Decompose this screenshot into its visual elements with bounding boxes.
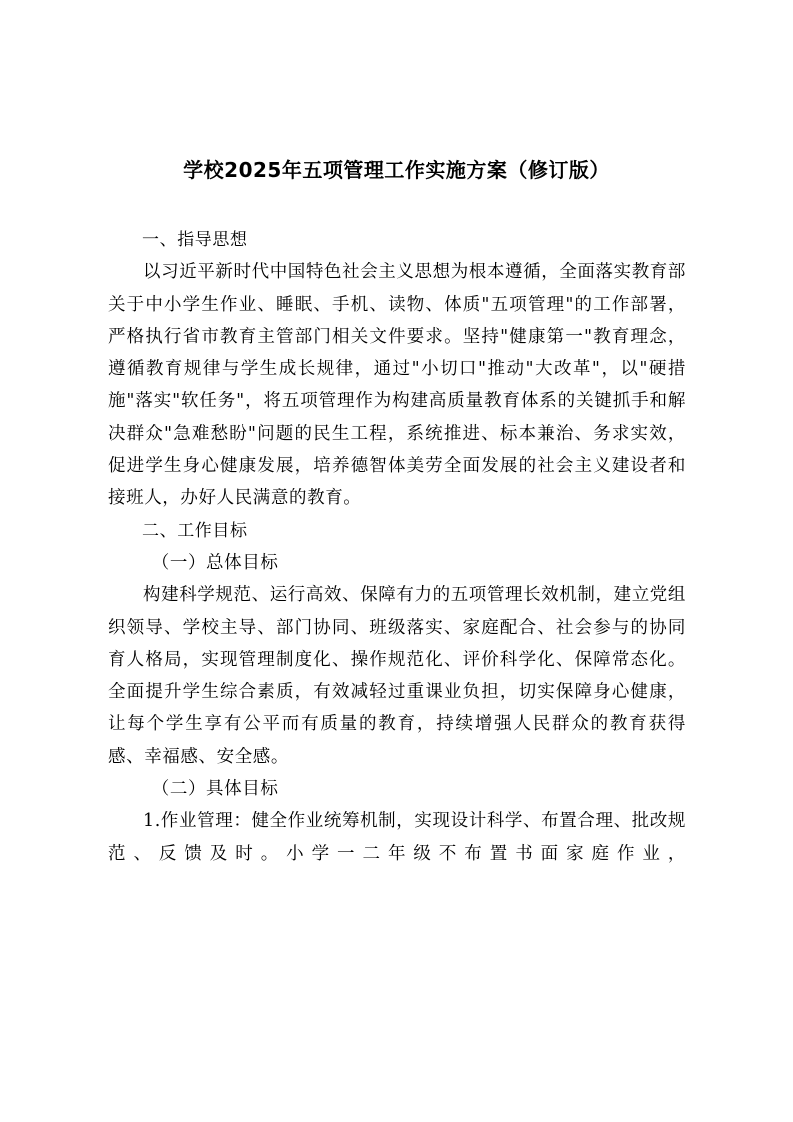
- document-body: [108, 224, 686, 870]
- paragraph-guiding-ideology: 以习近平新时代中国特色社会主义思想为根本遵循，全面落实教育部关于中小学生作业、睡眠、手机、读物、体质"五项管理"的工作部署，严格执行省市教育主管部门相关文件要求。坚持"健康第一"教育理念，遵循教育规律与学生成长规律，通过"小切口"推动"大改革"，以"硬措施"落实"软任务"，将五项管理作为构建高质量教育体系的关键抓手和解决群众"急难愁盼"问题的民生工程，系统推进、标本兼治、务求实效，促进学生身心健康发展，培养德智体美劳全面发展的社会主义建设者和接班人，办好人民满意的教育。: [108, 262, 686, 509]
- section-heading-guiding-ideology: 一、指导思想: [142, 230, 248, 250]
- document-title: 学校2025年五项管理工作实施方案（修订版）: [183, 158, 610, 182]
- subsection-heading-overall-goals: （一）总体目标: [151, 552, 279, 573]
- section-heading-work-goals: 二、工作目标: [142, 520, 248, 541]
- subsection-heading-specific-goals: （二）具体目标: [151, 779, 279, 800]
- paragraph-overall-goals: 构建科学规范、运行高效、保障有力的五项管理长效机制，建立党组织领导、学校主导、部门协同、班级落实、家庭配合、社会参与的协同育人格局，实现管理制度化、操作规范化、评价科学化、保障常态化。全面提升学生综合素质，有效减轻过重课业负担，切实保障身心健康，让每个学生享有公平而有质量的教育，持续增强人民群众的教育获得感、幸福感、安全感。: [108, 585, 686, 767]
- paragraph-homework-management: 1.作业管理：健全作业统筹机制，实现设计科学、布置合理、批改规范、反馈及时。小学一二年级不布置书面家庭作业，: [108, 811, 686, 864]
